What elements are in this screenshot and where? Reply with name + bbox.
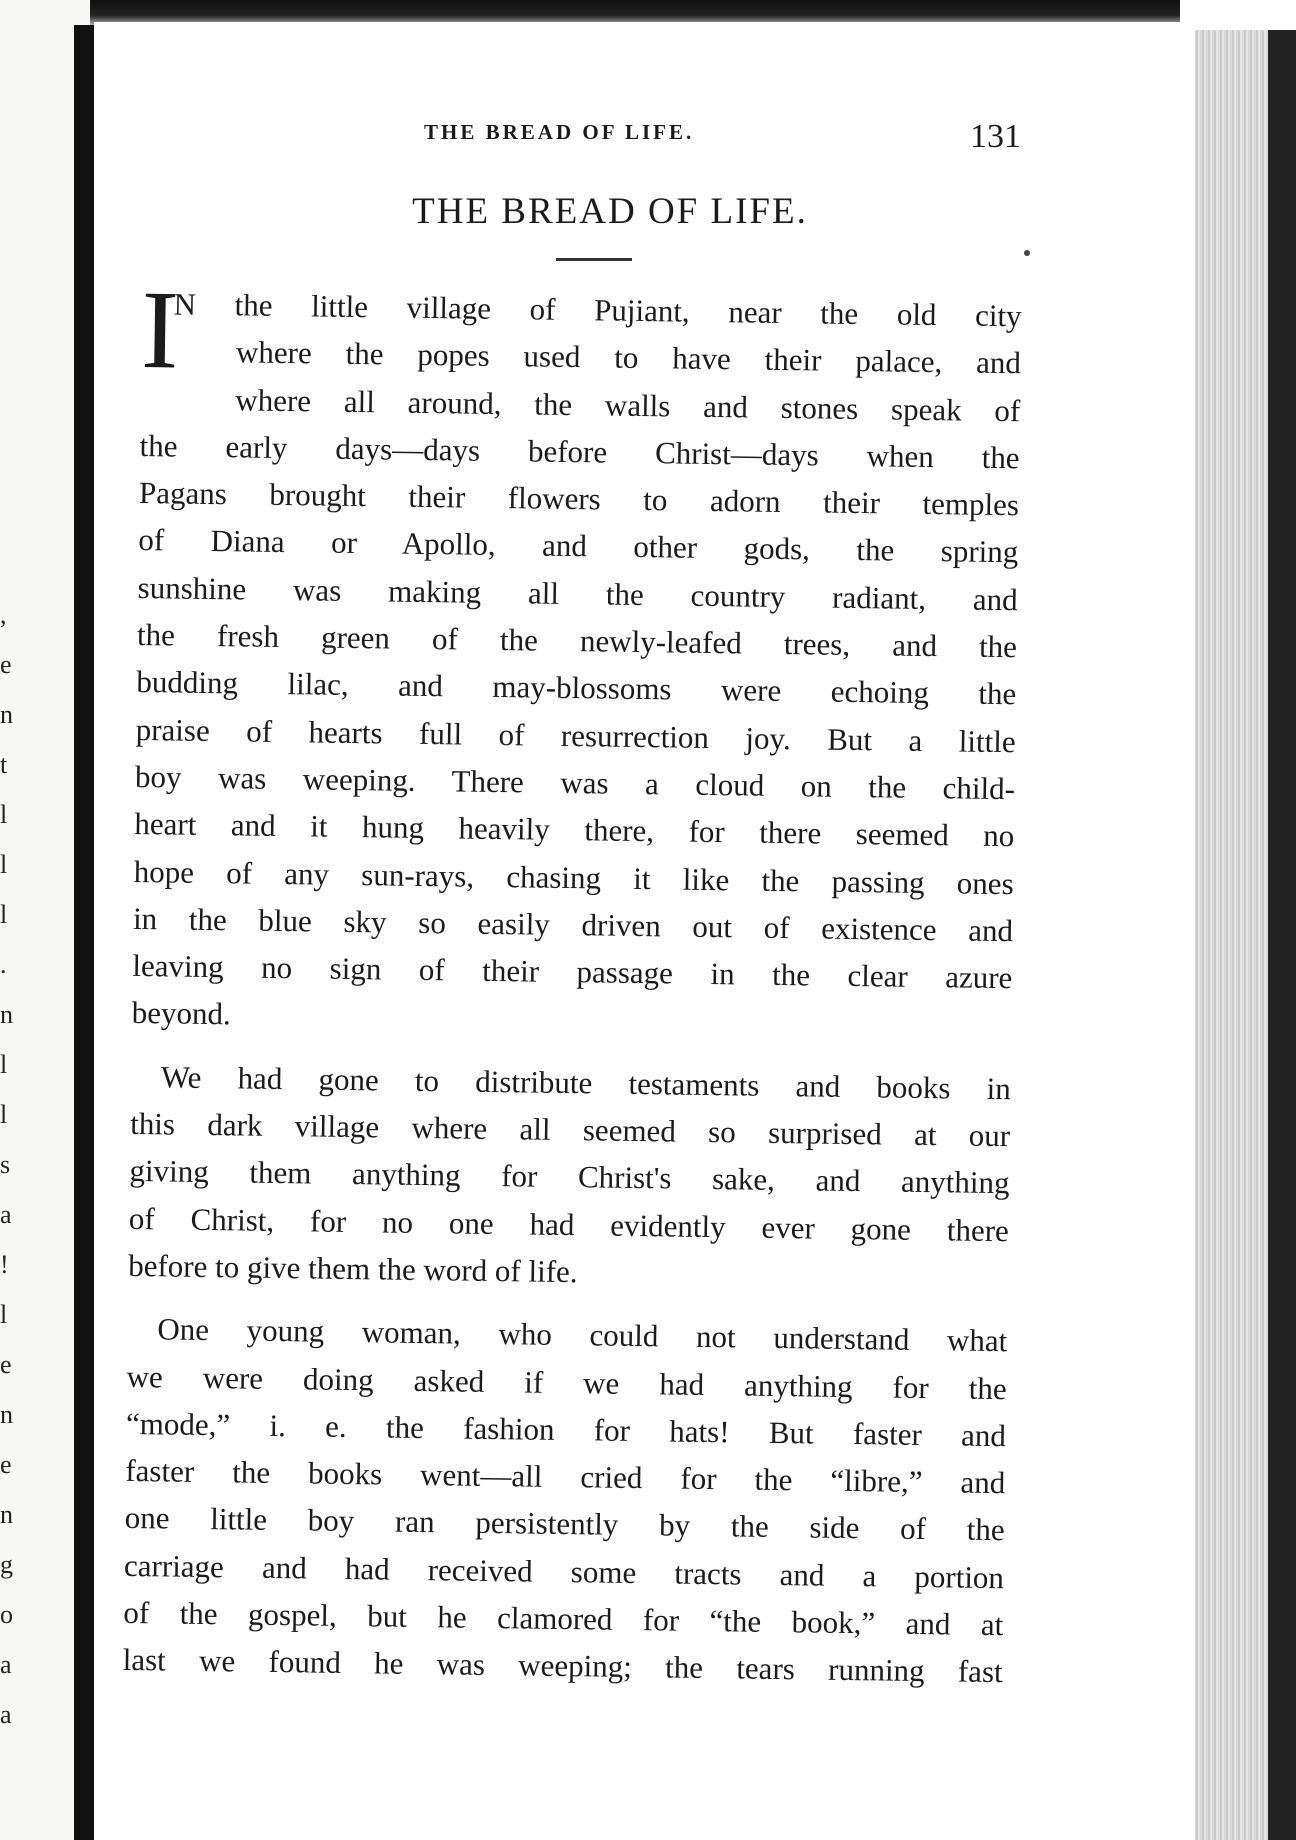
facing-page-fragment: o [0,1600,13,1629]
facing-page-fragment: l [0,900,8,929]
text-line: of the gospel, but he clamored for “the book,” and at [123,1594,1004,1643]
text-line: we were doing asked if we had anything for the [126,1358,1007,1406]
text-line: the early days—days before Christ—days when the [139,427,1020,476]
text-line: this dark village where all seemed so surprised at our [129,1105,1011,1154]
facing-page-fragment: g [0,1550,13,1579]
text-line: carriage and had received some tracts and a portion [123,1547,1005,1595]
facing-page-fragment: l [0,850,8,879]
text-line: beyond. [131,995,232,1032]
facing-page-fragment: e [0,1450,12,1479]
text-line: One young woman, who could not understand what [157,1311,1008,1359]
text-line: of Diana or Apollo, and other gods, the spring [138,522,1019,570]
facing-page-fragment: n [0,1400,13,1429]
cover-edge [1268,30,1296,1840]
facing-page-fragment: , [0,600,7,629]
text-line: in the blue sky so easily driven out of existence and [132,900,1014,949]
text-line: the fresh green of the newly-leafed trees, and the [136,617,1018,665]
body-text [122,268,1022,1696]
facing-page-fragment: l [0,1100,8,1129]
text-line: praise of hearts full of resurrection joy. But a little [135,711,1016,759]
text-line: of Christ, for no one had evidently ever gone there [128,1200,1010,1248]
facing-page-fragment: e [0,1350,12,1379]
text-line: Pagans brought their flowers to adorn their temples [138,475,1020,523]
paragraph-3 [122,1305,1007,1696]
facing-page-fragments [0,590,14,1740]
text-line: hope of any sun-rays, chasing it like the passing ones [133,853,1014,901]
facing-page-fragment: ! [0,1250,9,1279]
page-number: 131 [970,118,1021,155]
facing-page-fragment: t [0,750,8,779]
text-line: last we found he was weeping; the tears running fast [122,1642,1003,1690]
facing-page-fragment: n [0,1000,13,1029]
paragraph-1 [131,268,1022,1049]
text-line: budding lilac, and may-blossoms were echoing the [136,664,1017,712]
text-line: leaving no sign of their passage in the clear azure [132,948,1013,996]
text-line: where all around, the walls and stones speak of [235,381,1021,428]
text-line: faster the books went—all cried for the “libre,” and [125,1453,1006,1501]
paragraph-2 [128,1053,1011,1302]
text-line: one little boy ran persistently by the side of the [124,1500,1005,1548]
facing-page-fragment: n [0,700,13,729]
text-line: where the popes used to have their palace, and [235,334,1022,381]
facing-page-fragment: n [0,1500,13,1529]
facing-page-fragment: a [0,1200,12,1229]
facing-page-fragment: a [0,1700,12,1729]
text-line: sunshine was making all the country radiant, and [137,569,1018,618]
facing-page-fragment: e [0,650,12,679]
text-line: heart and it hung heavily there, for there seemed no [134,806,1015,854]
ink-speck [1024,250,1030,256]
facing-page-fragment: l [0,800,8,829]
text-line: “mode,” i. e. the fashion for hats! But faster and [125,1405,1007,1454]
chapter-title: THE BREAD OF LIFE. [412,191,808,232]
title-rule [556,258,632,261]
facing-page-fragment: a [0,1650,12,1679]
text-line: boy was weeping. There was a cloud on the child- [134,758,1016,807]
text-line: giving them anything for Christ's sake, and anything [129,1153,1010,1201]
text-line: before to give them the word of life. [127,1247,578,1290]
text-line: We had gone to distribute testaments and books in [160,1059,1012,1106]
facing-page-fragment: l [0,1050,8,1079]
facing-page-fragment: s [0,1150,11,1179]
running-head: THE BREAD OF LIFE. [424,120,695,144]
facing-page-fragment: . [0,950,7,979]
book-spine [74,25,94,1840]
facing-page-fragment: l [0,1300,8,1329]
drop-cap: I [140,268,180,393]
text-line: N the little village of Pujiant, near the old city [173,286,1022,334]
